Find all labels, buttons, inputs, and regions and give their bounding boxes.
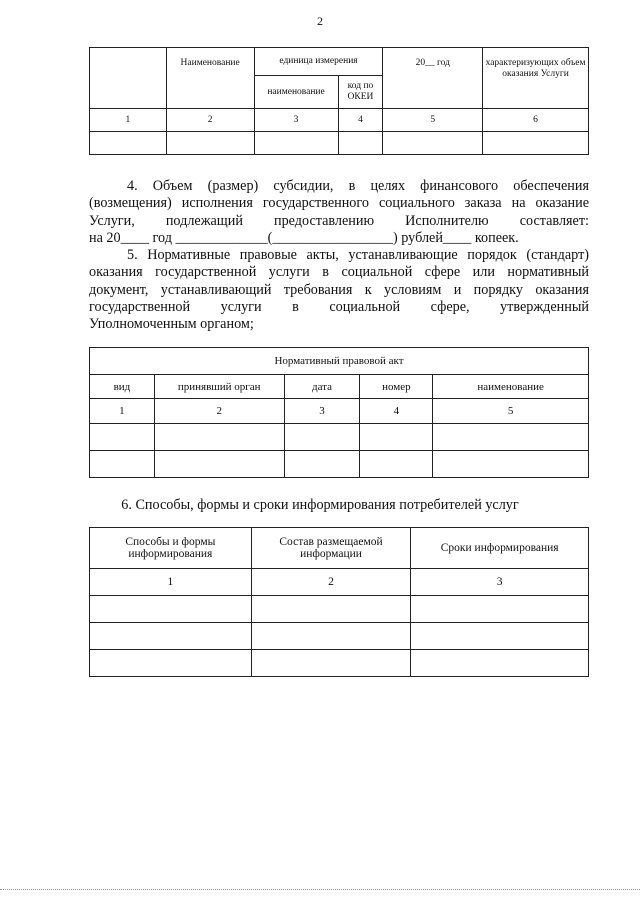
table2-title: Нормативный правовой акт bbox=[90, 348, 589, 375]
table2-col-header: наименование bbox=[433, 375, 589, 399]
table2-col-header: номер bbox=[360, 375, 433, 399]
table2-col-header: принявший орган bbox=[154, 375, 284, 399]
table3-col-header: Способы и формы информирования bbox=[90, 528, 252, 569]
table3-col-header: Состав размещаемой информации bbox=[251, 528, 411, 569]
section6-heading: 6. Способы, формы и сроки информирования потребителей услуг bbox=[121, 497, 519, 513]
information-methods-table bbox=[89, 527, 589, 677]
table1-empty-header bbox=[90, 48, 167, 109]
table2-num: 3 bbox=[284, 399, 360, 424]
table1-header-unit-code: код по ОКЕИ bbox=[338, 76, 383, 109]
table1-num: 3 bbox=[254, 109, 338, 132]
table2-col-header: вид bbox=[90, 375, 155, 399]
table3-col-header: Сроки информирования bbox=[411, 528, 589, 569]
table2-num: 5 bbox=[433, 399, 589, 424]
table2-col-header: дата bbox=[284, 375, 360, 399]
table1-header-unit-name: наименование bbox=[254, 76, 338, 109]
table2-num: 2 bbox=[154, 399, 284, 424]
table1-header-unit: единица измерения bbox=[254, 48, 383, 76]
table1-num: 4 bbox=[338, 109, 383, 132]
table1-header-year: 20__ год bbox=[383, 48, 483, 109]
table3-empty-row bbox=[90, 650, 589, 677]
volume-indicators-table bbox=[89, 47, 589, 155]
table1-num: 6 bbox=[483, 109, 589, 132]
table2-empty-row bbox=[90, 424, 589, 451]
table1-num: 5 bbox=[383, 109, 483, 132]
table3-num: 1 bbox=[90, 569, 252, 596]
scan-edge-divider bbox=[0, 889, 640, 890]
table3-empty-row bbox=[90, 623, 589, 650]
table2-num: 1 bbox=[90, 399, 155, 424]
page-number: 2 bbox=[317, 14, 323, 28]
table2-num: 4 bbox=[360, 399, 433, 424]
section5-paragraph: 5. Нормативные правовые акты, устанавливающие порядок (стандарт) оказания государственной услуги в социальной сфере или нормативный документ, устанавливающий требования к условиям и порядку оказания государственной услуги в социальной сфере, утвержденный Уполномоченным органом; bbox=[89, 247, 589, 333]
table1-header-characteristics: характеризующих объем оказания Услуги bbox=[483, 48, 589, 109]
table3-empty-row bbox=[90, 596, 589, 623]
table3-num: 2 bbox=[251, 569, 411, 596]
section4-paragraph: 4. Объем (размер) субсидии, в целях финансового обеспечения (возмещения) исполнения государственного социального заказа на оказание Услуги, подлежащий предоставлению Исполнителю составляет: на 20____ год _____________(_________________) рублей____ копеек. bbox=[89, 178, 589, 246]
table3-num: 3 bbox=[411, 569, 589, 596]
table1-empty-row bbox=[90, 132, 589, 155]
legal-acts-table bbox=[89, 347, 589, 478]
table1-header-name: Наименование bbox=[166, 48, 254, 109]
table1-num: 1 bbox=[90, 109, 167, 132]
table1-num: 2 bbox=[166, 109, 254, 132]
table2-empty-row bbox=[90, 451, 589, 478]
